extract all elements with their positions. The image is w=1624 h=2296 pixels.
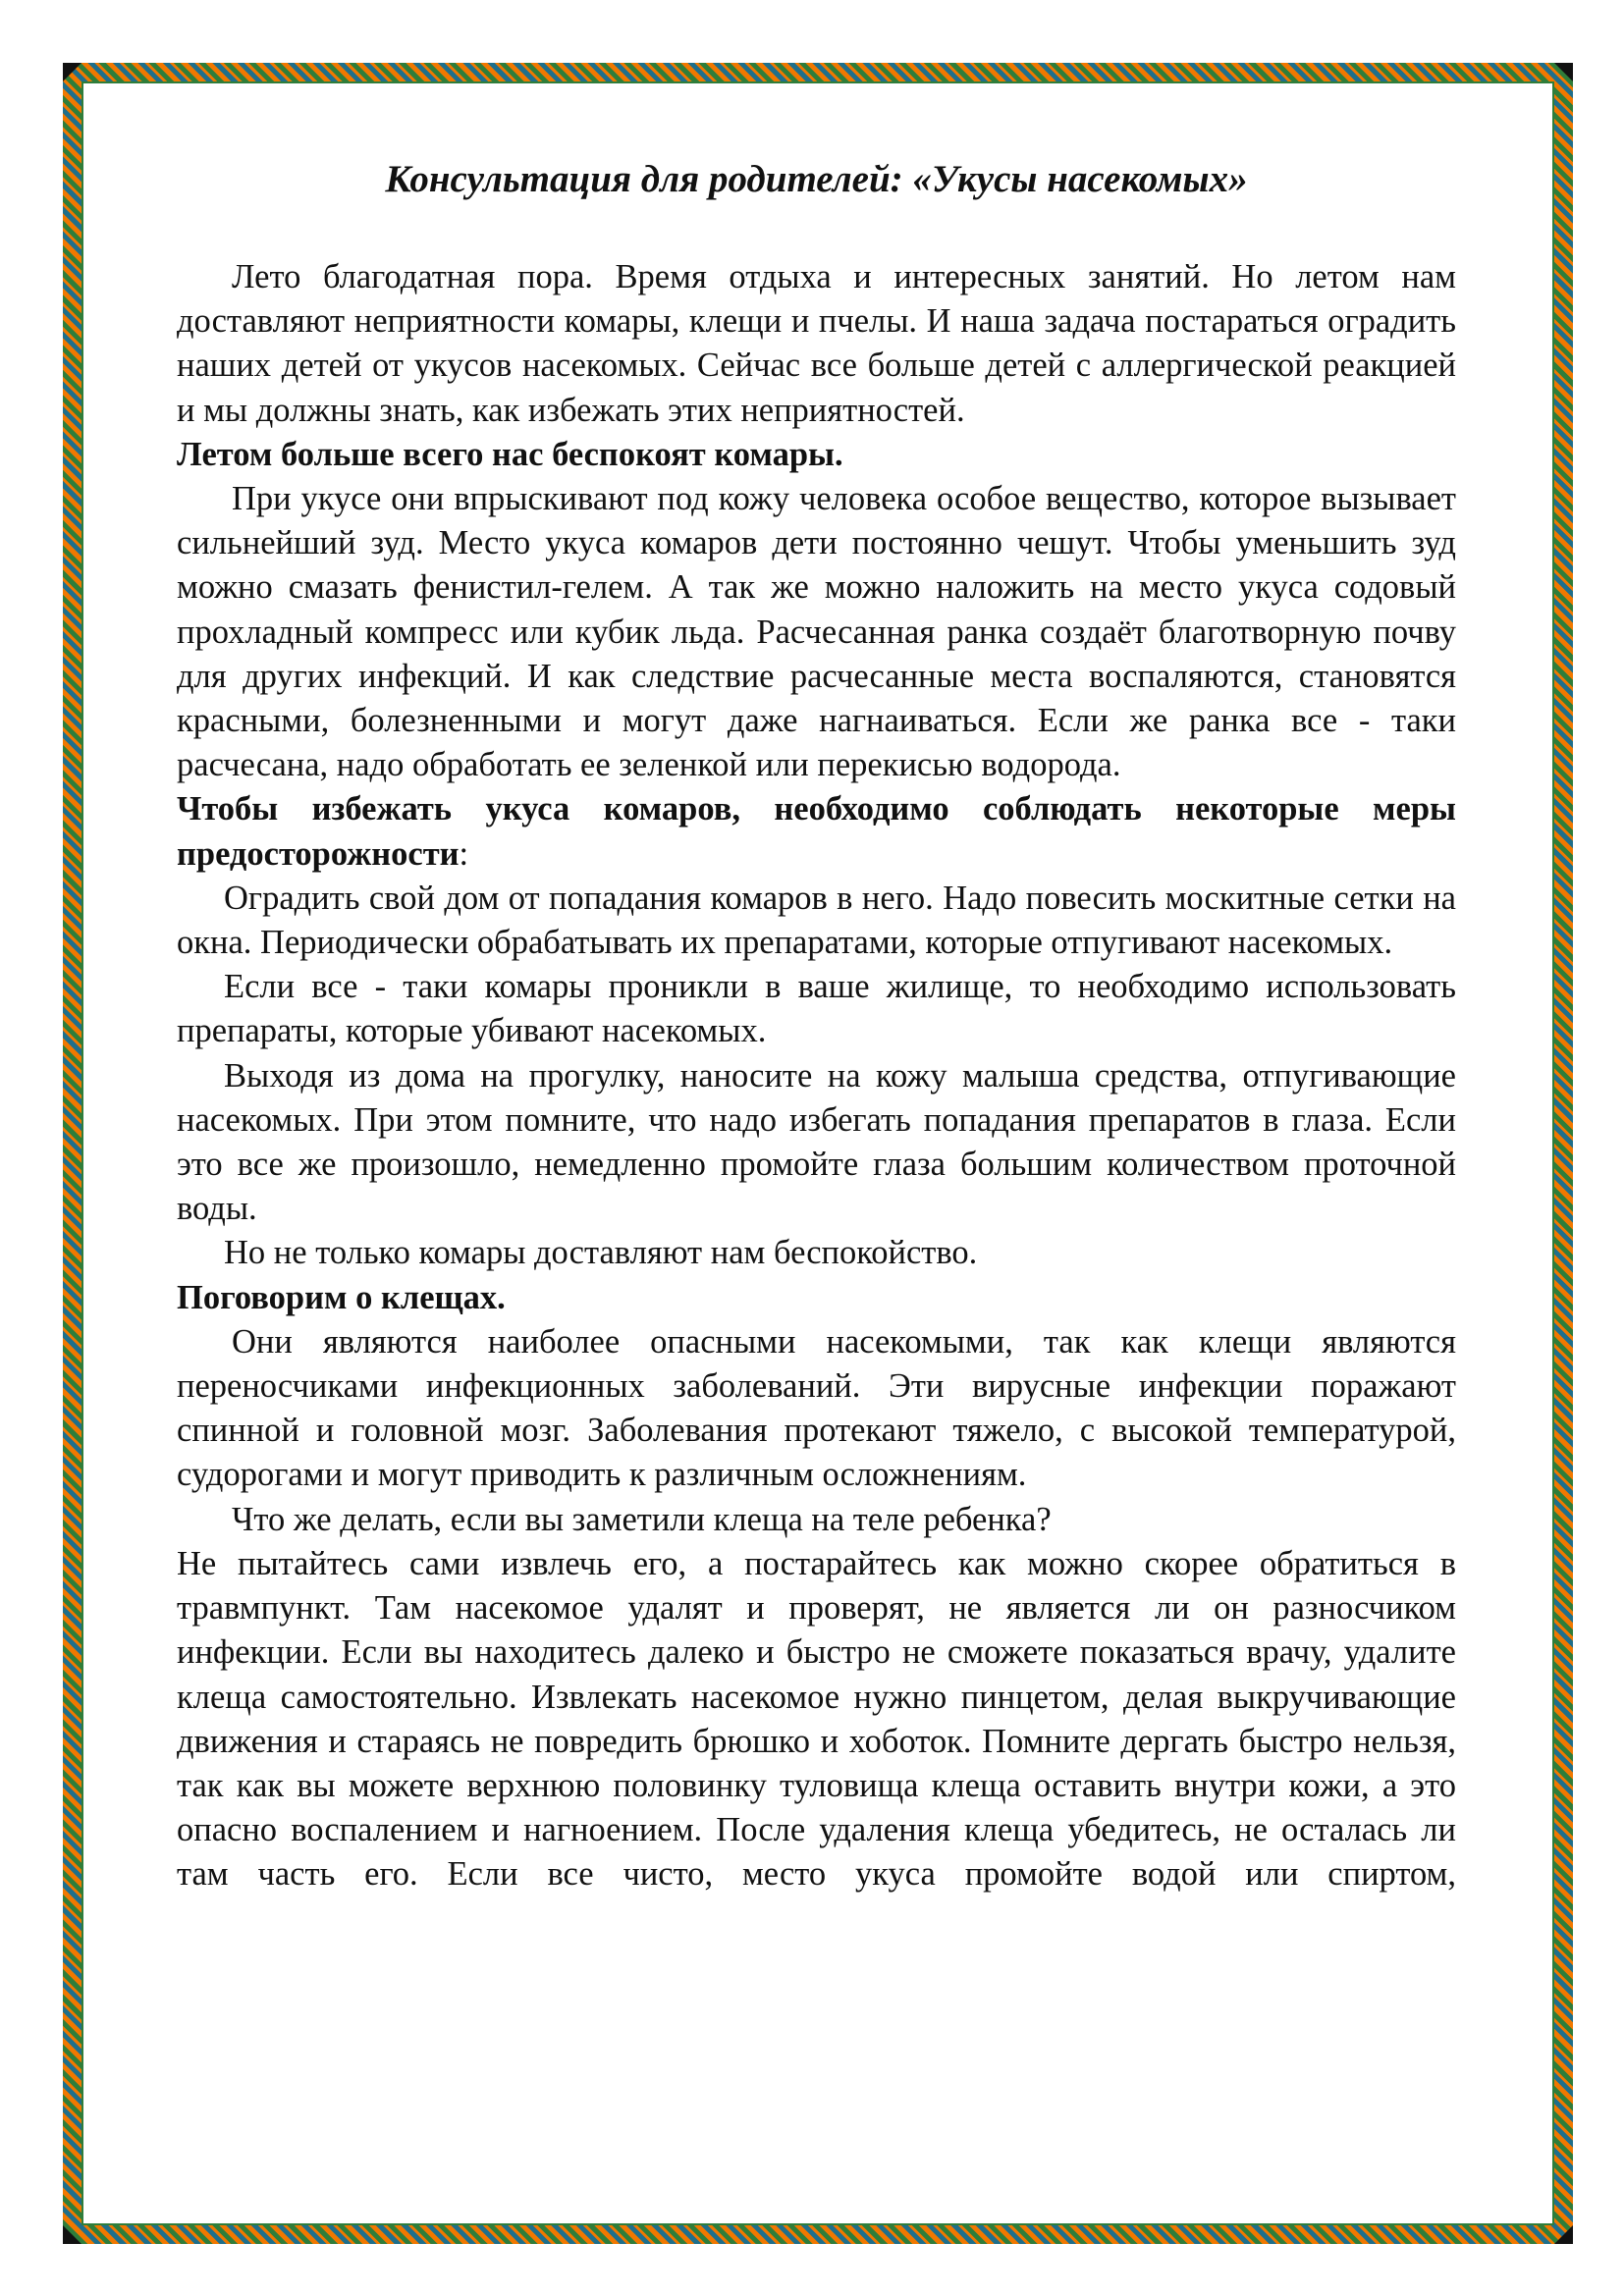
prevention-heading: Чтобы избежать укуса комаров, необходимо соблюдать некоторые меры предосторожности [177, 790, 1456, 873]
ticks-paragraph: Они являются наиболее опасными насекомыми, так как клещи являются переносчиками инфекционных заболеваний. Эти вирусные инфекции поражают спинной и головной мозг. Заболевания протекают тяжело, с высокой температурой, судорогами и могут приводить к различным осложнениям. [177, 1322, 1456, 1494]
ticks-answer-paragraph: Не пытайтесь сами извлечь его, а постарайтесь как можно скорее обратиться в травмпункт. Там насекомое удалят и проверят, не является ли он разносчиком инфекции. Если вы находитесь далеко и быстро не сможете показаться врачу, удалите клеща самостоятельно. Извлекать насекомое нужно пинцетом, делая выкручивающие движения и стараясь не повредить брюшко и хоботок. Помните дергать быстро нельзя, так как вы можете верхнюю половинку туловища клеща оставить внутри кожи, а это опасно воспалением и нагноением. После удаления клеща убедитесь, не осталась ли там часть его. Если все чисто, место укуса промойте водой или спиртом, [177, 1544, 1456, 1894]
ticks-question: Что же делать, если вы заметили клеща на теле ребенка? [232, 1500, 1052, 1538]
prevention-paragraph-1: Оградить свой дом от попадания комаров в него. Надо повесить москитные сетки на окна. Периодически обрабатывать их препаратами, которые отпугивают насекомых. [177, 879, 1456, 962]
prevention-paragraph-3: Выходя из дома на прогулку, наносите на кожу малыша средства, отпугивающие насекомых. При этом помните, что надо избегать попадания препаратов в глаза. Если это все же произошло, немедленно промойте глаза большим количеством проточной воды. [177, 1056, 1456, 1228]
mosquito-heading: Летом больше всего нас беспокоят комары. [177, 435, 843, 473]
prevention-paragraph-2: Если все - таки комары проникли в ваше жилище, то необходимо использовать препараты, которые убивают насекомых. [177, 968, 1456, 1050]
mosquito-paragraph: При укусе они впрыскивают под кожу человека особое вещество, которое вызывает сильнейший зуд. Место укуса комаров дети постоянно чешут. Чтобы уменьшить зуд можно смазать фенистил-гелем. А так же можно наложить на место укуса содовый прохладный компресс или кубик льда. Расчесанная ранка создаёт благотворную почву для других инфекций. И как следствие расчесанные места воспаляются, становятся красными, болезненными и могут даже нагнаиваться. Если же ранка все - таки расчесана, надо обработать ее зеленкой или перекисью водорода. [177, 480, 1456, 784]
ticks-heading: Поговорим о клещах. [177, 1278, 506, 1316]
document-body [177, 155, 1456, 1897]
corner-ornament [63, 63, 81, 81]
corner-ornament [63, 2225, 81, 2244]
transition-paragraph: Но не только комары доставляют нам беспокойство. [224, 1234, 978, 1272]
page-title: Консультация для родителей: «Укусы насекомых» [385, 158, 1248, 200]
prevention-colon: : [459, 834, 469, 873]
prevention-heading-line [177, 787, 1456, 876]
intro-paragraph: Лето благодатная пора. Время отдыха и интересных занятий. Но летом нам доставляют неприятности комары, клещи и пчелы. И наша задача постараться оградить наших детей от укусов насекомых. Сейчас все больше детей с аллергической реакцией и мы должны знать, как избежать этих неприятностей. [177, 258, 1456, 429]
corner-ornament [1554, 2225, 1573, 2244]
corner-ornament [1554, 63, 1573, 81]
